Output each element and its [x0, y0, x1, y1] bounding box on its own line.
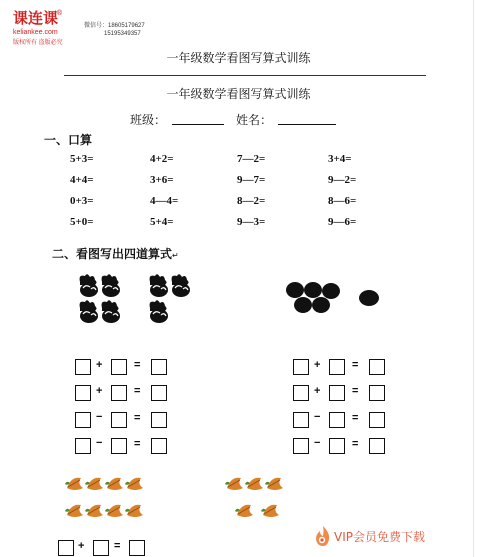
return-mark: ↵ — [172, 251, 179, 260]
answer-box[interactable] — [369, 359, 385, 375]
leaf-icon — [125, 505, 143, 517]
answer-box[interactable] — [329, 438, 345, 454]
black-dot-icon — [312, 297, 330, 313]
section-picture-title-text: 二、看图写出四道算式 — [52, 247, 173, 261]
answer-box[interactable] — [111, 438, 127, 454]
problem: 9—6= — [328, 216, 357, 228]
leaf-icon — [105, 478, 123, 490]
answer-box[interactable] — [111, 359, 127, 375]
answer-box[interactable] — [151, 359, 167, 375]
class-blank[interactable] — [172, 111, 224, 125]
leaf-icon — [65, 505, 83, 517]
leaf-group-left — [62, 468, 162, 528]
problem: 3+4= — [328, 153, 352, 165]
answer-box[interactable] — [369, 385, 385, 401]
answer-box[interactable] — [111, 412, 127, 428]
leaf-icon — [65, 478, 83, 490]
problem: 4+4= — [70, 174, 94, 186]
plus-sign: + — [314, 385, 321, 397]
answer-box[interactable] — [329, 385, 345, 401]
leaf-icon — [125, 478, 143, 490]
answer-box[interactable] — [293, 438, 309, 454]
equals-sign: = — [134, 412, 141, 424]
problem: 4—4= — [150, 195, 179, 207]
problem: 9—2= — [328, 174, 357, 186]
minus-sign: − — [96, 411, 103, 423]
problem: 5+3= — [70, 153, 94, 165]
black-dot-icon — [322, 283, 340, 299]
equals-sign: = — [352, 438, 359, 450]
equals-sign: = — [352, 359, 359, 371]
black-dot-icon — [359, 290, 379, 306]
black-dot-icon — [304, 282, 322, 298]
leaf-icon — [225, 478, 243, 490]
problem: 5+0= — [70, 216, 94, 228]
answer-box[interactable] — [293, 385, 309, 401]
problem: 0+3= — [70, 195, 94, 207]
leaf-group-right — [222, 468, 292, 528]
answer-box[interactable] — [151, 385, 167, 401]
logo-text: 课连课 — [13, 11, 59, 27]
equals-sign: = — [134, 385, 141, 397]
leaf-icon — [105, 505, 123, 517]
answer-box[interactable] — [111, 385, 127, 401]
answer-box[interactable] — [329, 412, 345, 428]
logo-slogan: 版权所有 盗版必究 — [13, 40, 63, 46]
answer-box[interactable] — [75, 385, 91, 401]
answer-box[interactable] — [293, 359, 309, 375]
radish-icon — [172, 274, 190, 297]
leaf-icon — [245, 478, 263, 490]
radish-icon — [80, 274, 98, 297]
dot-group — [284, 280, 384, 320]
radish-icon — [150, 300, 168, 323]
problem: 3+6= — [150, 174, 174, 186]
minus-sign: − — [314, 437, 321, 449]
plus-sign: + — [78, 540, 85, 552]
plus-sign: + — [96, 385, 103, 397]
answer-box[interactable] — [369, 412, 385, 428]
radish-icon — [102, 300, 120, 323]
section-oral-title: 一、口算 — [44, 133, 93, 147]
leaf-icon — [85, 505, 103, 517]
plus-sign: + — [96, 359, 103, 371]
equals-sign: = — [352, 385, 359, 397]
radish-group — [72, 270, 202, 332]
page-heading: 一年级数学看图写算式训练 — [166, 51, 311, 65]
answer-box[interactable] — [75, 438, 91, 454]
answer-box[interactable] — [293, 412, 309, 428]
equals-sign: = — [114, 540, 121, 552]
equals-sign: = — [134, 359, 141, 371]
problem: 9—7= — [237, 174, 266, 186]
name-blank[interactable] — [278, 111, 336, 125]
vip-download-link[interactable]: VIP会员免费下载 — [334, 530, 425, 544]
answer-box[interactable] — [151, 438, 167, 454]
leaf-icon — [235, 505, 253, 517]
problem: 5+4= — [150, 216, 174, 228]
problem: 4+2= — [150, 153, 174, 165]
section-picture-title — [52, 245, 179, 262]
radish-icon — [102, 274, 120, 297]
answer-box[interactable] — [75, 412, 91, 428]
equals-sign: = — [352, 412, 359, 424]
name-label: 姓名： — [236, 113, 273, 127]
wechat-contact: 微信号：18605179627 — [84, 23, 145, 29]
class-label: 班级： — [130, 113, 167, 127]
plus-sign: + — [314, 359, 321, 371]
problem: 9—3= — [237, 216, 266, 228]
problem: 8—2= — [237, 195, 266, 207]
answer-box[interactable] — [369, 438, 385, 454]
page-edge — [473, 0, 474, 557]
black-dot-icon — [286, 282, 304, 298]
phone-contact: 15195349357 — [104, 31, 141, 37]
problem: 7—2= — [237, 153, 266, 165]
answer-box[interactable] — [151, 412, 167, 428]
doc-title: 一年级数学看图写算式训练 — [166, 87, 311, 101]
radish-icon — [80, 300, 98, 323]
minus-sign: − — [96, 437, 103, 449]
answer-box[interactable] — [93, 540, 109, 556]
answer-box[interactable] — [129, 540, 145, 556]
answer-box[interactable] — [75, 359, 91, 375]
problem: 8—6= — [328, 195, 357, 207]
header-divider — [64, 75, 426, 76]
equals-sign: = — [134, 438, 141, 450]
leaf-icon — [85, 478, 103, 490]
black-dot-icon — [294, 297, 312, 313]
answer-box[interactable] — [329, 359, 345, 375]
answer-box[interactable] — [58, 540, 74, 556]
leaf-icon — [265, 478, 283, 490]
logo-site: keliankee.com — [13, 29, 58, 36]
flame-icon — [314, 525, 332, 547]
radish-icon — [150, 274, 168, 297]
leaf-icon — [261, 505, 279, 517]
minus-sign: − — [314, 411, 321, 423]
logo-registered-mark: ® — [56, 9, 63, 17]
